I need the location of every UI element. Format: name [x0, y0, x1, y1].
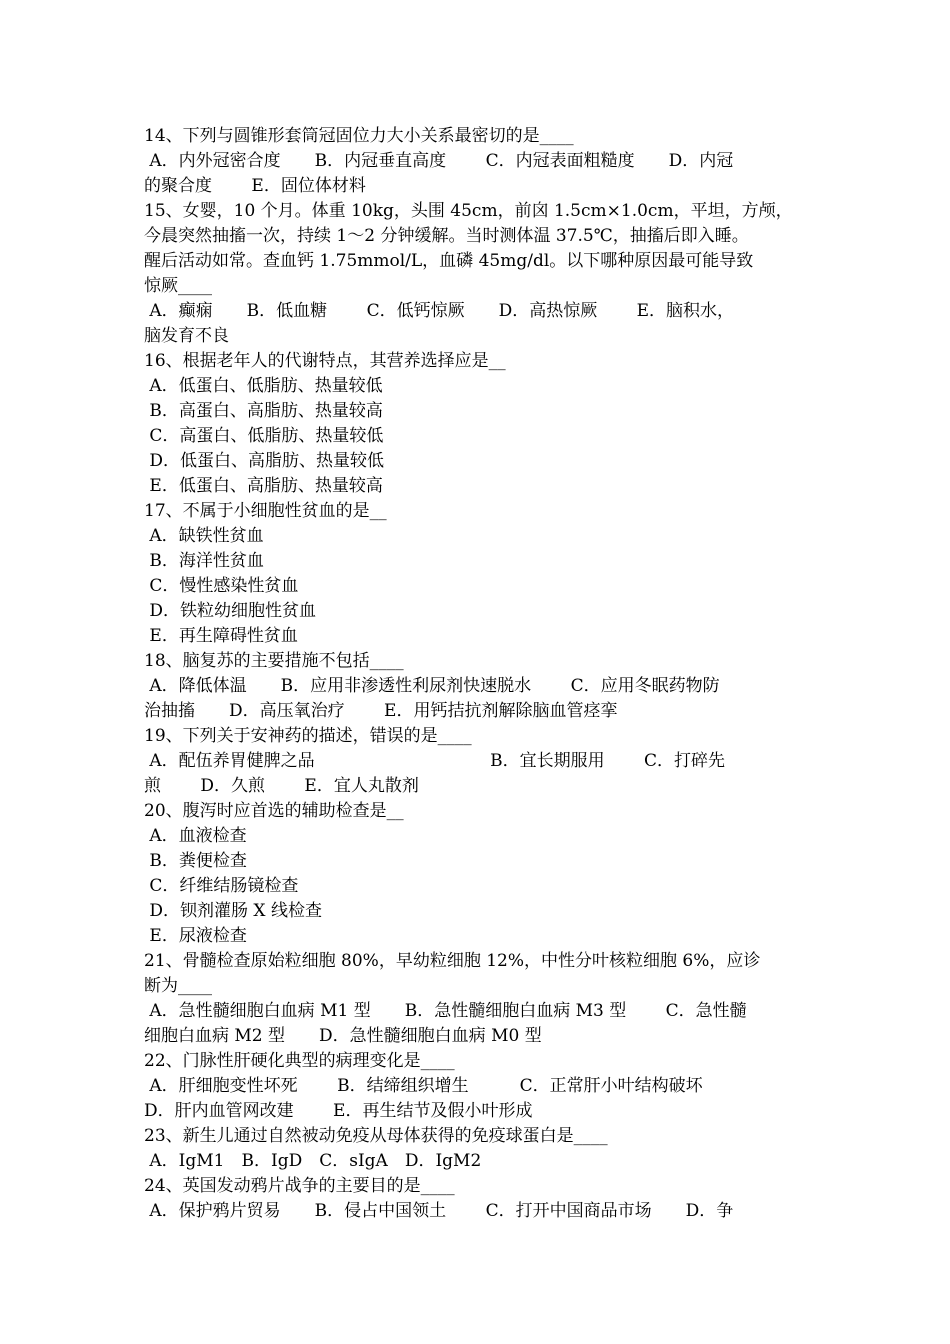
text-line: A．保护鸦片贸易 B．侵占中国领土 C．打开中国商品市场 D．争 — [144, 1201, 734, 1221]
text-line: 17、不属于小细胞性贫血的是__ — [144, 501, 387, 521]
text-line: 今晨突然抽搐一次，持续 1～2 分钟缓解。当时测体温 37.5℃，抽搐后即入睡。 — [144, 226, 749, 246]
text-line: 的聚合度 E．固位体材料 — [144, 176, 366, 196]
text-line: 煎 D．久煎 E．宜人丸散剂 — [144, 776, 419, 796]
text-line: D．钡剂灌肠 X 线检查 — [144, 901, 322, 921]
text-line: 15、女婴，10 个月。体重 10kg，头围 45cm，前囟 1.5cm×1.0cm，平坦，方颅， — [144, 201, 793, 221]
text-line: 16、根据老年人的代谢特点，其营养选择应是__ — [144, 351, 506, 371]
text-line: E．低蛋白、高脂肪、热量较高 — [144, 476, 383, 496]
text-line: A．肝细胞变性坏死 B．结缔组织增生 C．正常肝小叶结构破坏 — [144, 1076, 703, 1096]
text-line: 醒后活动如常。查血钙 1.75mmol/L，血磷 45mg/dl。以下哪种原因最可能导致 — [144, 251, 754, 271]
text-line: C．慢性感染性贫血 — [144, 576, 299, 596]
text-line: A．急性髓细胞白血病 M1 型 B．急性髓细胞白血病 M3 型 C．急性髓 — [144, 1001, 747, 1021]
document-page — [144, 124, 812, 1224]
text-line: C．高蛋白、低脂肪、热量较低 — [144, 426, 384, 446]
text-line: A．内外冠密合度 B．内冠垂直高度 C．内冠表面粗糙度 D．内冠 — [144, 151, 734, 171]
text-line: 21、骨髓检查原始粒细胞 80%，早幼粒细胞 12%，中性分叶核粒细胞 6%，应诊 — [144, 951, 761, 971]
text-line: 脑发育不良 — [144, 326, 229, 346]
text-line: A．癫痫 B．低血糖 C．低钙惊厥 D．高热惊厥 E．脑积水， — [144, 301, 735, 321]
text-line: 23、新生儿通过自然被动免疫从母体获得的免疫球蛋白是____ — [144, 1126, 608, 1146]
text-line: 惊厥____ — [144, 276, 212, 296]
text-line: 18、脑复苏的主要措施不包括____ — [144, 651, 404, 671]
text-line: A．配伍养胃健脾之品 B．宜长期服用 C．打碎先 — [144, 751, 725, 771]
text-line: D．肝内血管网改建 E．再生结节及假小叶形成 — [144, 1101, 533, 1121]
text-line: C．纤维结肠镜检查 — [144, 876, 299, 896]
text-line: 细胞白血病 M2 型 D．急性髓细胞白血病 M0 型 — [144, 1026, 542, 1046]
text-line: D．低蛋白、高脂肪、热量较低 — [144, 451, 385, 471]
text-line: E．尿液检查 — [144, 926, 247, 946]
text-line: 14、下列与圆锥形套筒冠固位力大小关系最密切的是____ — [144, 126, 574, 146]
text-line: 断为____ — [144, 976, 212, 996]
text-line: B．高蛋白、高脂肪、热量较高 — [144, 401, 383, 421]
text-line: A．低蛋白、低脂肪、热量较低 — [144, 376, 383, 396]
text-line: D．铁粒幼细胞性贫血 — [144, 601, 317, 621]
text-line: A．IgM1 B．IgD C．sIgA D．IgM2 — [144, 1151, 482, 1171]
text-line: A．降低体温 B．应用非渗透性利尿剂快速脱水 C．应用冬眠药物防 — [144, 676, 720, 696]
text-line: A．缺铁性贫血 — [144, 526, 264, 546]
text-line: 治抽搐 D．高压氧治疗 E．用钙拮抗剂解除脑血管痉挛 — [144, 701, 618, 721]
text-line: 22、门脉性肝硬化典型的病理变化是____ — [144, 1051, 455, 1071]
text-line: 20、腹泻时应首选的辅助检查是__ — [144, 801, 404, 821]
text-line: E．再生障碍性贫血 — [144, 626, 298, 646]
text-line: B．粪便检查 — [144, 851, 247, 871]
text-line: A．血液检查 — [144, 826, 247, 846]
text-line: 19、下列关于安神药的描述，错误的是____ — [144, 726, 472, 746]
text-line: B．海洋性贫血 — [144, 551, 264, 571]
text-line: 24、英国发动鸦片战争的主要目的是____ — [144, 1176, 455, 1196]
